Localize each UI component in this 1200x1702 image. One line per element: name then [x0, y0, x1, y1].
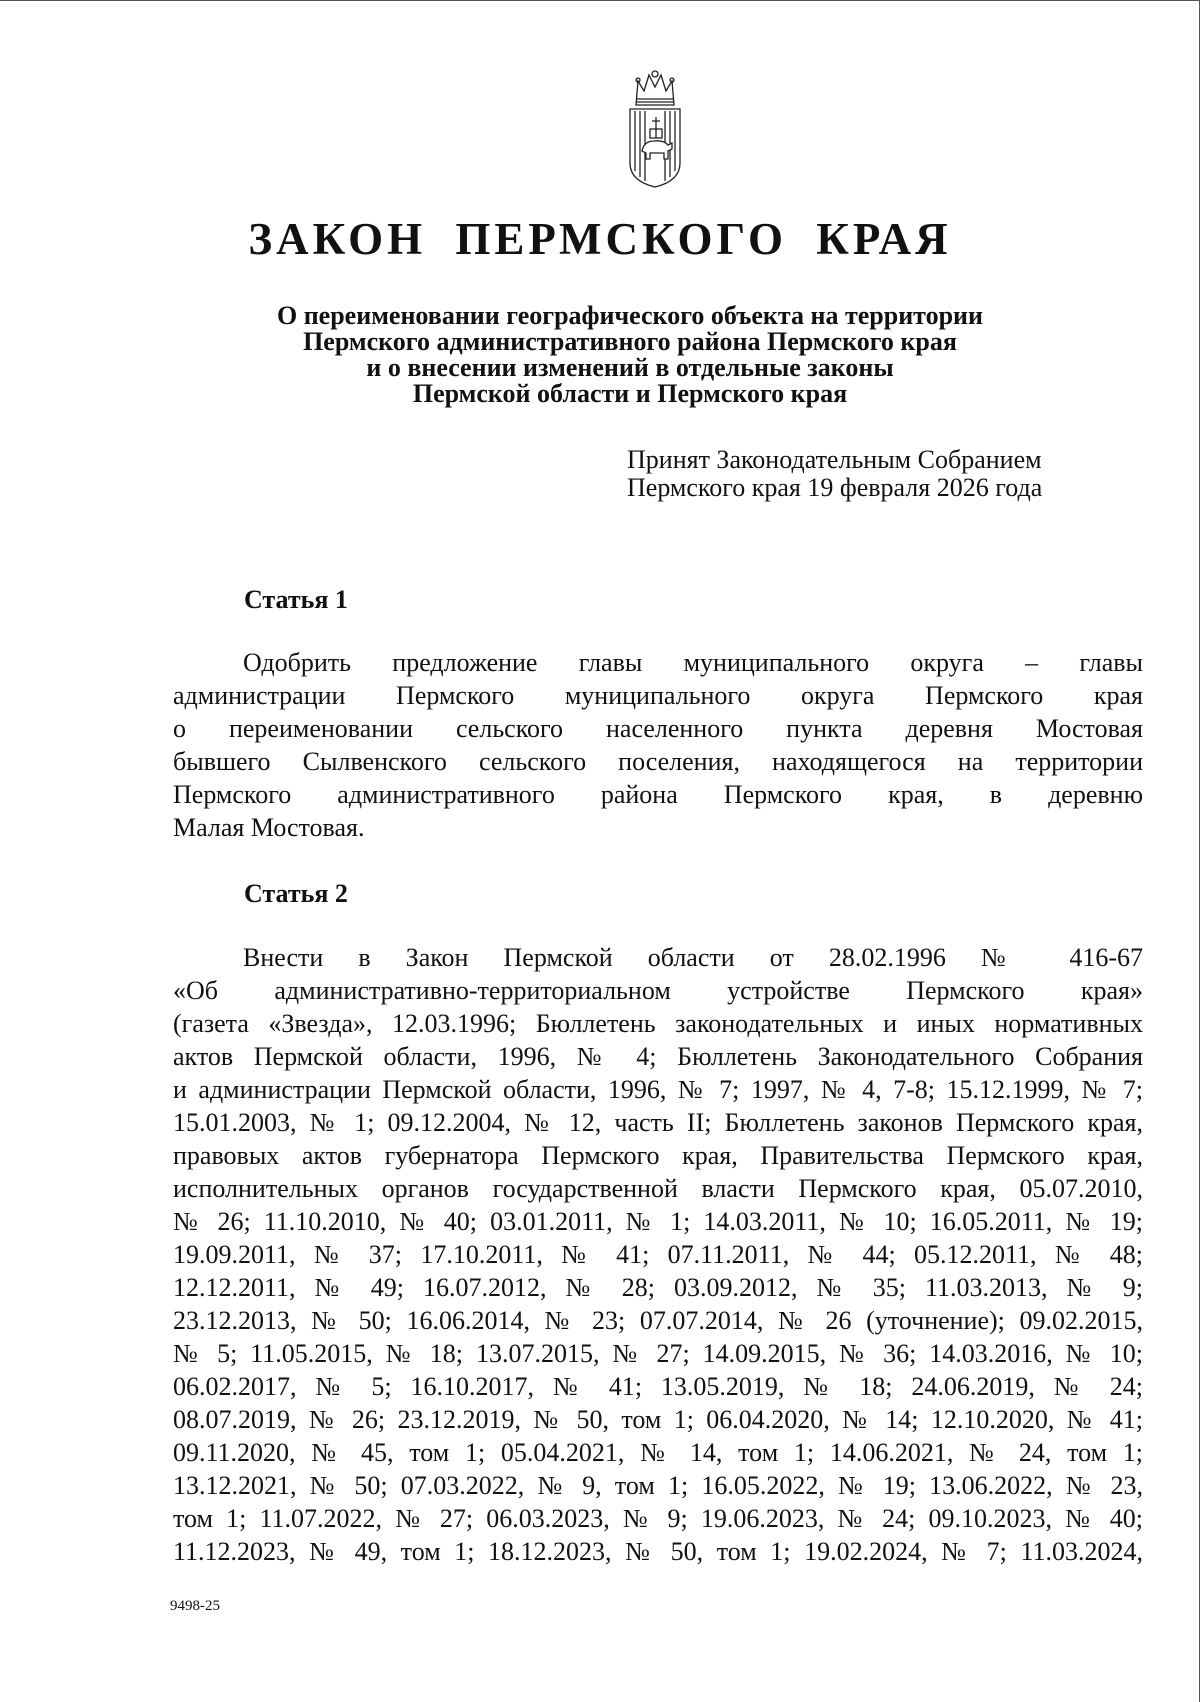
text-line: о переименовании сельского населенного пункта деревня Мостовая: [173, 714, 1143, 743]
text-line: Одобрить предложение главы муниципального округа – главы: [243, 648, 1143, 677]
text-line: 06.02.2017, № 5; 16.10.2017, № 41; 13.05.2019, № 18; 24.06.2019, № 24;: [173, 1372, 1143, 1401]
text-line: (газета «Звезда», 12.03.1996; Бюллетень законодательных и иных нормативных: [173, 1009, 1143, 1038]
text-line: правовых актов губернатора Пермского края, Правительства Пермского края,: [173, 1141, 1143, 1170]
law-subtitle: [200, 303, 1060, 407]
adoption-line: Пермского края 19 февраля 2026 года: [627, 473, 1043, 502]
text-line: 09.11.2020, № 45, том 1; 05.04.2021, № 14, том 1; 14.06.2021, № 24, том 1;: [173, 1438, 1143, 1467]
article-2-heading: Статья 2: [244, 879, 348, 908]
article-1-text: [173, 646, 1143, 844]
subtitle-line: и о внесении изменений в отдельные законы: [366, 353, 894, 382]
article-1-heading: Статья 1: [244, 585, 348, 614]
text-line: 13.12.2021, № 50; 07.03.2022, № 9, том 1; 16.05.2022, № 19; 13.06.2022, № 23,: [173, 1471, 1143, 1500]
subtitle-line: Пермского административного района Пермского края: [303, 327, 957, 356]
law-title: ЗАКОН ПЕРМСКОГО КРАЯ: [248, 214, 952, 264]
text-line: бывшего Сылвенского сельского поселения, находящегося на территории: [173, 747, 1143, 776]
text-line: «Об административно-территориальном устройстве Пермского края»: [173, 976, 1143, 1005]
text-line: Пермского административного района Пермского края, в деревню: [173, 780, 1143, 809]
text-line: исполнительных органов государственной власти Пермского края, 05.07.2010,: [173, 1174, 1143, 1203]
text-line: № 26; 11.10.2010, № 40; 03.01.2011, № 1; 14.03.2011, № 10; 16.05.2011, № 19;: [173, 1207, 1143, 1236]
text-line: 11.12.2023, № 49, том 1; 18.12.2023, № 50, том 1; 19.02.2024, № 7; 11.03.2024,: [173, 1537, 1143, 1566]
text-line: актов Пермской области, 1996, № 4; Бюллетень Законодательного Собрания: [173, 1042, 1143, 1071]
subtitle-line: О переименовании географического объекта на территории: [276, 301, 984, 330]
text-line: Внести в Закон Пермской области от 28.02.1996 № 416-67: [243, 943, 1143, 972]
text-line: № 5; 11.05.2015, № 18; 13.07.2015, № 27; 14.09.2015, № 36; 14.03.2016, № 10;: [173, 1339, 1143, 1368]
text-line: и администрации Пермской области, 1996, № 7; 1997, № 4, 7-8; 15.12.1999, № 7;: [173, 1075, 1143, 1104]
coat-of-arms-icon: [626, 67, 684, 189]
article-2-text: [173, 941, 1143, 1568]
text-line: 12.12.2011, № 49; 16.07.2012, № 28; 03.09.2012, № 35; 11.03.2013, № 9;: [173, 1273, 1143, 1302]
text-line: 23.12.2013, № 50; 16.06.2014, № 23; 07.07.2014, № 26 (уточнение); 09.02.2015,: [173, 1306, 1143, 1335]
adoption-line: Принят Законодательным Собранием: [627, 445, 1042, 474]
subtitle-line: Пермской области и Пермского края: [412, 379, 848, 408]
text-line: 15.01.2003, № 1; 09.12.2004, № 12, часть II; Бюллетень законов Пермского края,: [173, 1108, 1143, 1137]
text-line: 19.09.2011, № 37; 17.10.2011, № 41; 07.11.2011, № 44; 05.12.2011, № 48;: [173, 1240, 1143, 1269]
text-line: 08.07.2019, № 26; 23.12.2019, № 50, том 1; 06.04.2020, № 14; 12.10.2020, № 41;: [173, 1405, 1143, 1434]
adoption-note: [627, 446, 1087, 502]
text-line: администрации Пермского муниципального округа Пермского края: [173, 681, 1143, 710]
text-line: Малая Мостовая.: [173, 813, 365, 842]
text-line: том 1; 11.07.2022, № 27; 06.03.2023, № 9; 19.06.2023, № 24; 09.10.2023, № 40;: [173, 1504, 1143, 1533]
document-code: 9498-25: [170, 1598, 220, 1614]
